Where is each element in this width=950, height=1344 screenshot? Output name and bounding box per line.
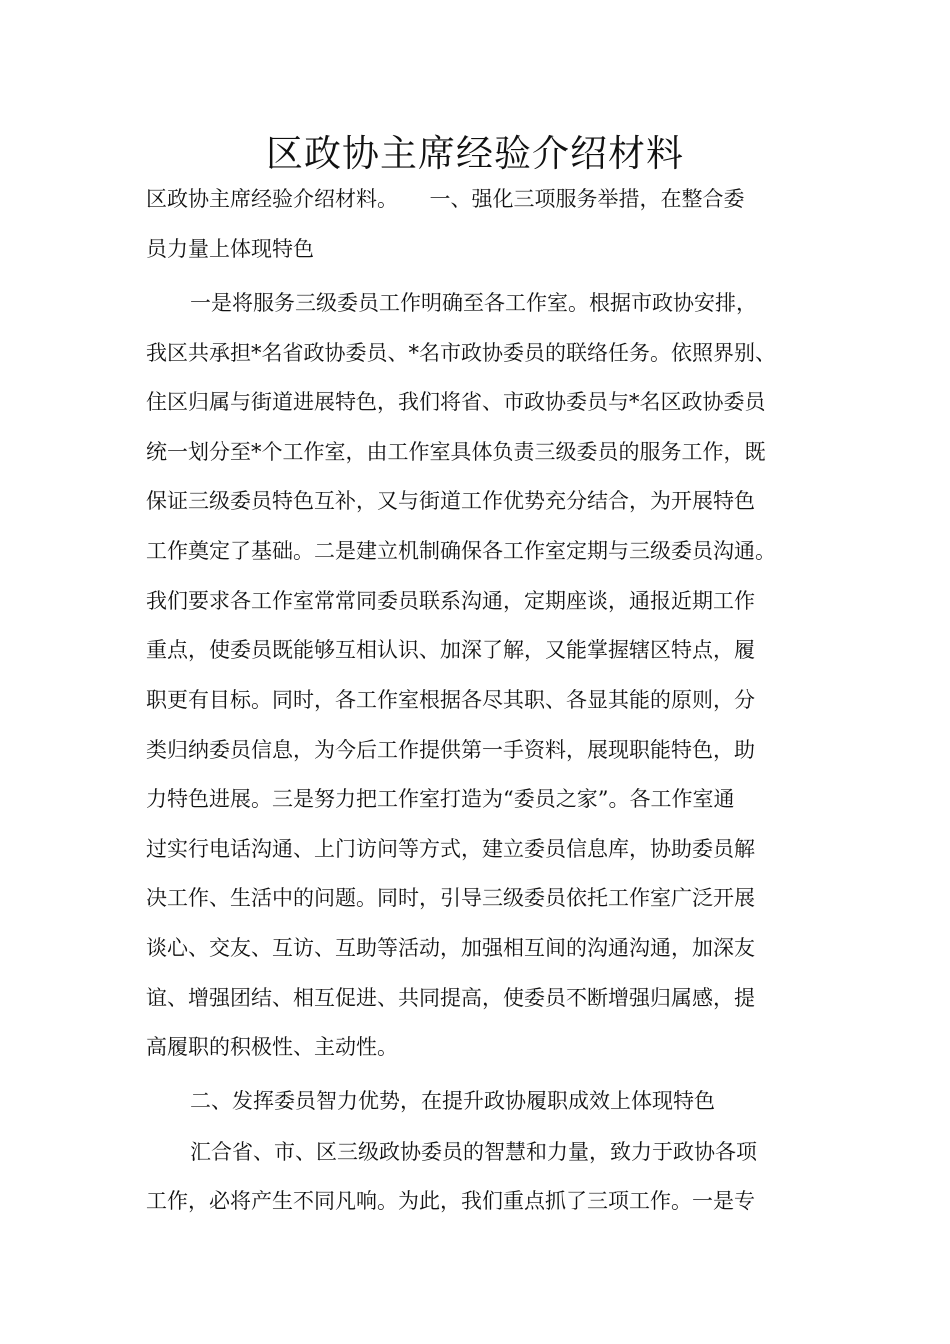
- body-line: 谊、增强团结、相互促进、共同提高，使委员不断增强归属感，提: [146, 986, 755, 1010]
- body-line: 住区归属与街道进展特色，我们将省、市政协委员与*名区政协委员: [146, 390, 766, 414]
- paragraph-line: 汇合省、市、区三级政协委员的智慧和力量，致力于政协各项: [190, 1140, 757, 1164]
- body-line: 统一划分至*个工作室，由工作室具体负责三级委员的服务工作，既: [146, 440, 766, 464]
- body-line: 区政协主席经验介绍材料。 一、强化三项服务举措，在整合委: [146, 187, 745, 211]
- body-line: 保证三级委员特色互补，又与街道工作优势充分结合，为开展特色: [146, 489, 755, 513]
- body-line: 力特色进展。三是努力把工作室打造为“委员之家”。各工作室通: [146, 787, 735, 811]
- body-line: 决工作、生活中的问题。同时，引导三级委员依托工作室广泛开展: [146, 886, 755, 910]
- body-line: 重点，使委员既能够互相认识、加深了解，又能掌握辖区特点，履: [146, 638, 755, 662]
- body-line: 职更有目标。同时，各工作室根据各尽其职、各显其能的原则，分: [146, 688, 755, 712]
- body-line: 工作奠定了基础。二是建立机制确保各工作室定期与三级委员沟通。: [146, 539, 776, 563]
- section-heading: 二、发挥委员智力优势，在提升政协履职成效上体现特色: [190, 1089, 715, 1113]
- body-line: 高履职的积极性、主动性。: [146, 1035, 398, 1059]
- body-line: 类归纳委员信息，为今后工作提供第一手资料，展现职能特色，助: [146, 738, 755, 762]
- body-line: 过实行电话沟通、上门访问等方式，建立委员信息库，协助委员解: [146, 837, 755, 861]
- body-line: 我区共承担*名省政协委员、*名市政协委员的联络任务。依照界别、: [146, 341, 776, 365]
- body-line: 谈心、交友、互访、互助等活动，加强相互间的沟通沟通，加深友: [146, 936, 755, 960]
- document-title: 区政协主席经验介绍材料: [266, 132, 684, 175]
- paragraph-line: 一是将服务三级委员工作明确至各工作室。根据市政协安排，: [190, 291, 757, 315]
- body-line: 工作，必将产生不同凡响。为此，我们重点抓了三项工作。一是专: [146, 1189, 755, 1213]
- body-line: 员力量上体现特色: [146, 237, 314, 261]
- body-line: 我们要求各工作室常常同委员联系沟通，定期座谈，通报近期工作: [146, 589, 755, 613]
